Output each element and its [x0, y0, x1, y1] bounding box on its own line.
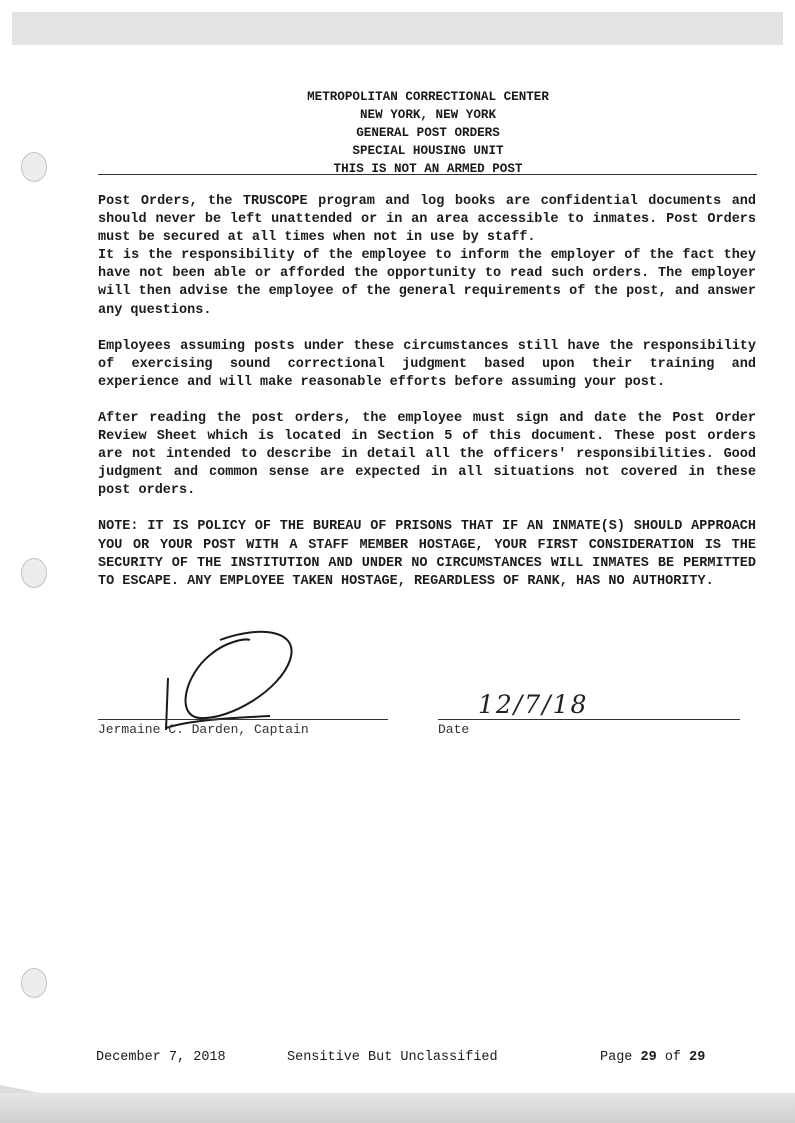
page-current: 29 [640, 1050, 657, 1065]
header-divider [98, 174, 757, 175]
header-line: SPECIAL HOUSING UNIT [352, 144, 504, 158]
scan-bottom-edge [0, 1093, 795, 1123]
page-prefix: Page [600, 1050, 633, 1065]
paragraph-circumstances: Employees assuming posts under these circumstances still have the responsibility of exercising sound correctional judgment based upon their training and experience and will make reasonable efforts before assuming your post. [98, 338, 756, 390]
document-body [98, 193, 756, 609]
date-line [438, 719, 740, 720]
date-label: Date [438, 722, 470, 737]
scan-top-edge [12, 12, 783, 45]
handwritten-date: 12/7/18 [478, 690, 589, 719]
signer-label: Jermaine C. Darden, Captain [98, 722, 309, 737]
footer-page-number [600, 1050, 705, 1065]
page-of: of [664, 1050, 682, 1065]
paragraph-hostage-note: NOTE: IT IS POLICY OF THE BUREAU OF PRISONS THAT IF AN INMATE(S) SHOULD APPROACH YOU OR YOUR POST WITH A STAFF MEMBER HOSTAGE, YOUR FIRST CONSIDERATION IS THE SECURITY OF THE INSTITUTION AND UNDER NO CIRCUMSTANCES WILL INMATES BE PERMITTED TO ESCAPE. ANY EMPLOYEE TAKEN HOSTAGE, REGARDLESS OF RANK, HAS NO AUTHORITY. [98, 519, 756, 589]
page-total: 29 [689, 1050, 706, 1065]
paragraph-confidentiality: Post Orders, the TRUSCOPE program and log books are confidential documents and should never be left unattended or in an area accessible to inmates. Post Orders must be secured at all times when not in use by staff. [98, 194, 756, 246]
document-header [98, 88, 758, 178]
paragraph-responsibility: It is the responsibility of the employee to inform the employer of the fact they have not been able or afforded the opportunity to read such orders. The employer will then advise the employee of the general requirements of the post, and answer any questions. [98, 248, 756, 318]
punch-hole [21, 968, 47, 998]
footer-date: December 7, 2018 [96, 1050, 226, 1065]
header-line: NEW YORK, NEW YORK [359, 108, 497, 122]
signature-line [98, 719, 388, 720]
paragraph-review-sheet: After reading the post orders, the employee must sign and date the Post Order Review Sheet which is located in Section 5 of this document. These post orders are not intended to describe in detail all the officers' responsibilities. Good judgment and common sense are expected in all situations not covered in these post orders. [98, 410, 756, 499]
header-line: GENERAL POST ORDERS [356, 126, 500, 140]
header-line: THIS IS NOT AN ARMED POST [333, 162, 523, 176]
header-line: METROPOLITAN CORRECTIONAL CENTER [307, 90, 549, 104]
punch-hole [21, 152, 47, 182]
scan-corner [0, 1085, 40, 1093]
punch-hole [21, 558, 47, 588]
footer-classification: Sensitive But Unclassified [287, 1050, 498, 1065]
